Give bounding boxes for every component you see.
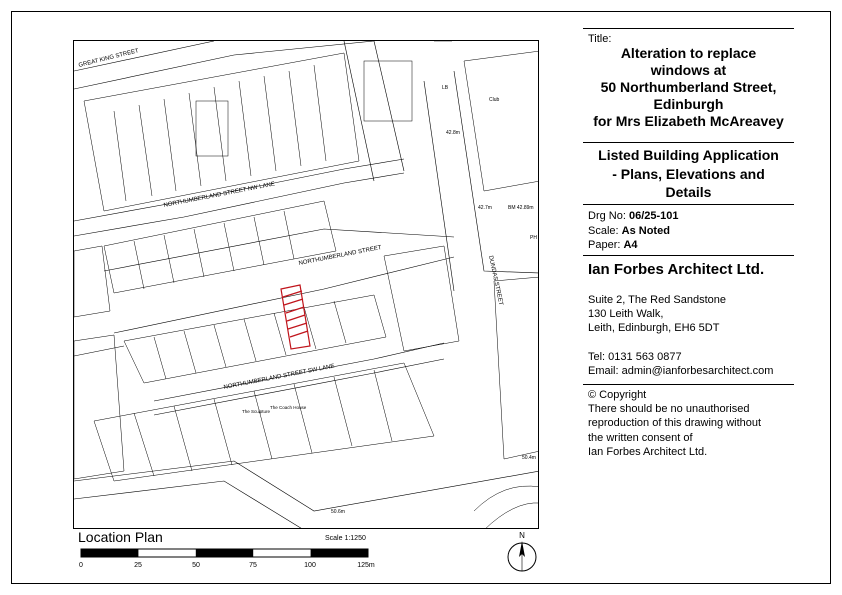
road-edge [484, 503, 539, 529]
subject-line: Details [665, 184, 712, 200]
divider [583, 142, 794, 143]
road-edge [114, 257, 454, 333]
drawing-title [583, 45, 794, 130]
road-edge [74, 346, 124, 356]
drawing-details [588, 209, 679, 253]
title-line: windows at [650, 62, 727, 78]
map-annotation: The Sculpture [242, 409, 271, 414]
copyright-line: Ian Forbes Architect Ltd. [588, 445, 708, 458]
street-label: NORTHUMBERLAND STREET SW LANE [223, 363, 336, 391]
scale-tick: 75 [249, 562, 257, 569]
map-annotation: PH [530, 235, 537, 241]
road-edge [74, 461, 539, 511]
divider [583, 28, 794, 29]
firm-contact [588, 350, 773, 378]
road-edge [374, 41, 404, 171]
building-block [74, 335, 124, 479]
map-annotation: 42.7m [478, 205, 492, 211]
building-block [464, 51, 539, 191]
copyright-notice [588, 388, 818, 459]
title-label: Title: [588, 33, 612, 45]
map-annotation: LB [442, 85, 449, 91]
scale-note: Scale 1:1250 [325, 535, 366, 542]
map-annotation: 50.6m [331, 509, 345, 515]
north-label: N [519, 531, 525, 540]
street-label: NORTHUMBERLAND STREET NW LANE [163, 181, 276, 209]
firm-name: Ian Forbes Architect Ltd. [588, 261, 765, 278]
address-line: Leith, Edinburgh, EH6 5DT [588, 322, 720, 335]
title-line: for Mrs Elizabeth McAreavey [593, 113, 784, 129]
title-line: 50 Northumberland Street, [600, 79, 777, 95]
subject-line: - Plans, Elevations and [612, 165, 765, 182]
site-outline [281, 285, 310, 349]
building-block [364, 61, 412, 121]
north-arrow-icon [506, 530, 538, 574]
location-plan-map [73, 40, 539, 529]
road-edge [424, 81, 454, 291]
copyright-line: reproduction of this drawing without [588, 417, 762, 430]
title-line: Alteration to replace [620, 45, 757, 61]
map-annotation: 50.4m [522, 455, 536, 461]
copyright-line: the written consent of [588, 431, 693, 444]
divider [583, 384, 794, 385]
street-label: NORTHUMBERLAND STREET [298, 245, 383, 267]
road-edge [74, 481, 304, 529]
street-label: DUNDAS STREET [487, 255, 504, 306]
scale-tick: 0 [79, 562, 83, 569]
firm-address [588, 293, 726, 336]
address-line: 130 Leith Walk, [588, 308, 664, 321]
drawing-subject [583, 146, 794, 202]
address-line: Suite 2, The Red Sandstone [588, 294, 727, 306]
divider [583, 204, 794, 205]
building-block [74, 246, 110, 317]
subject-line: Listed Building Application [598, 147, 779, 163]
email: Email: admin@ianforbesarchitect.com [588, 365, 774, 378]
drawing-scale: Scale: As Noted [588, 224, 670, 237]
scale-tick: 25 [134, 562, 142, 569]
map-drawing [74, 41, 539, 529]
divider [583, 255, 794, 256]
copyright-line: There should be no unauthorised [588, 403, 750, 416]
scale-tick: 100 [304, 562, 316, 569]
map-annotation: The Coach House [270, 405, 307, 410]
map-caption: Location Plan [78, 529, 163, 545]
road-edge [74, 41, 214, 71]
road-edge [74, 41, 374, 89]
paper-size: Paper: A4 [588, 239, 638, 251]
road-edge [474, 486, 539, 511]
scale-tick: 125m [357, 562, 375, 569]
title-line: Edinburgh [653, 96, 724, 112]
building-block [104, 201, 336, 293]
telephone: Tel: 0131 563 0877 [588, 351, 682, 363]
map-annotation: Club [489, 97, 500, 103]
copyright-line: © Copyright [588, 389, 647, 401]
map-annotation: 42.8m [446, 130, 460, 136]
map-annotation: BM 42.89m [508, 205, 534, 211]
building-block [196, 101, 228, 156]
scale-tick: 50 [192, 562, 200, 569]
building-block [84, 53, 359, 211]
street-label: GREAT KING STREET [78, 48, 140, 69]
plot-lines [114, 65, 326, 201]
drawing-number: Drg No: 06/25-101 [588, 210, 679, 222]
building-block [384, 246, 459, 351]
scale-bar [80, 546, 370, 560]
